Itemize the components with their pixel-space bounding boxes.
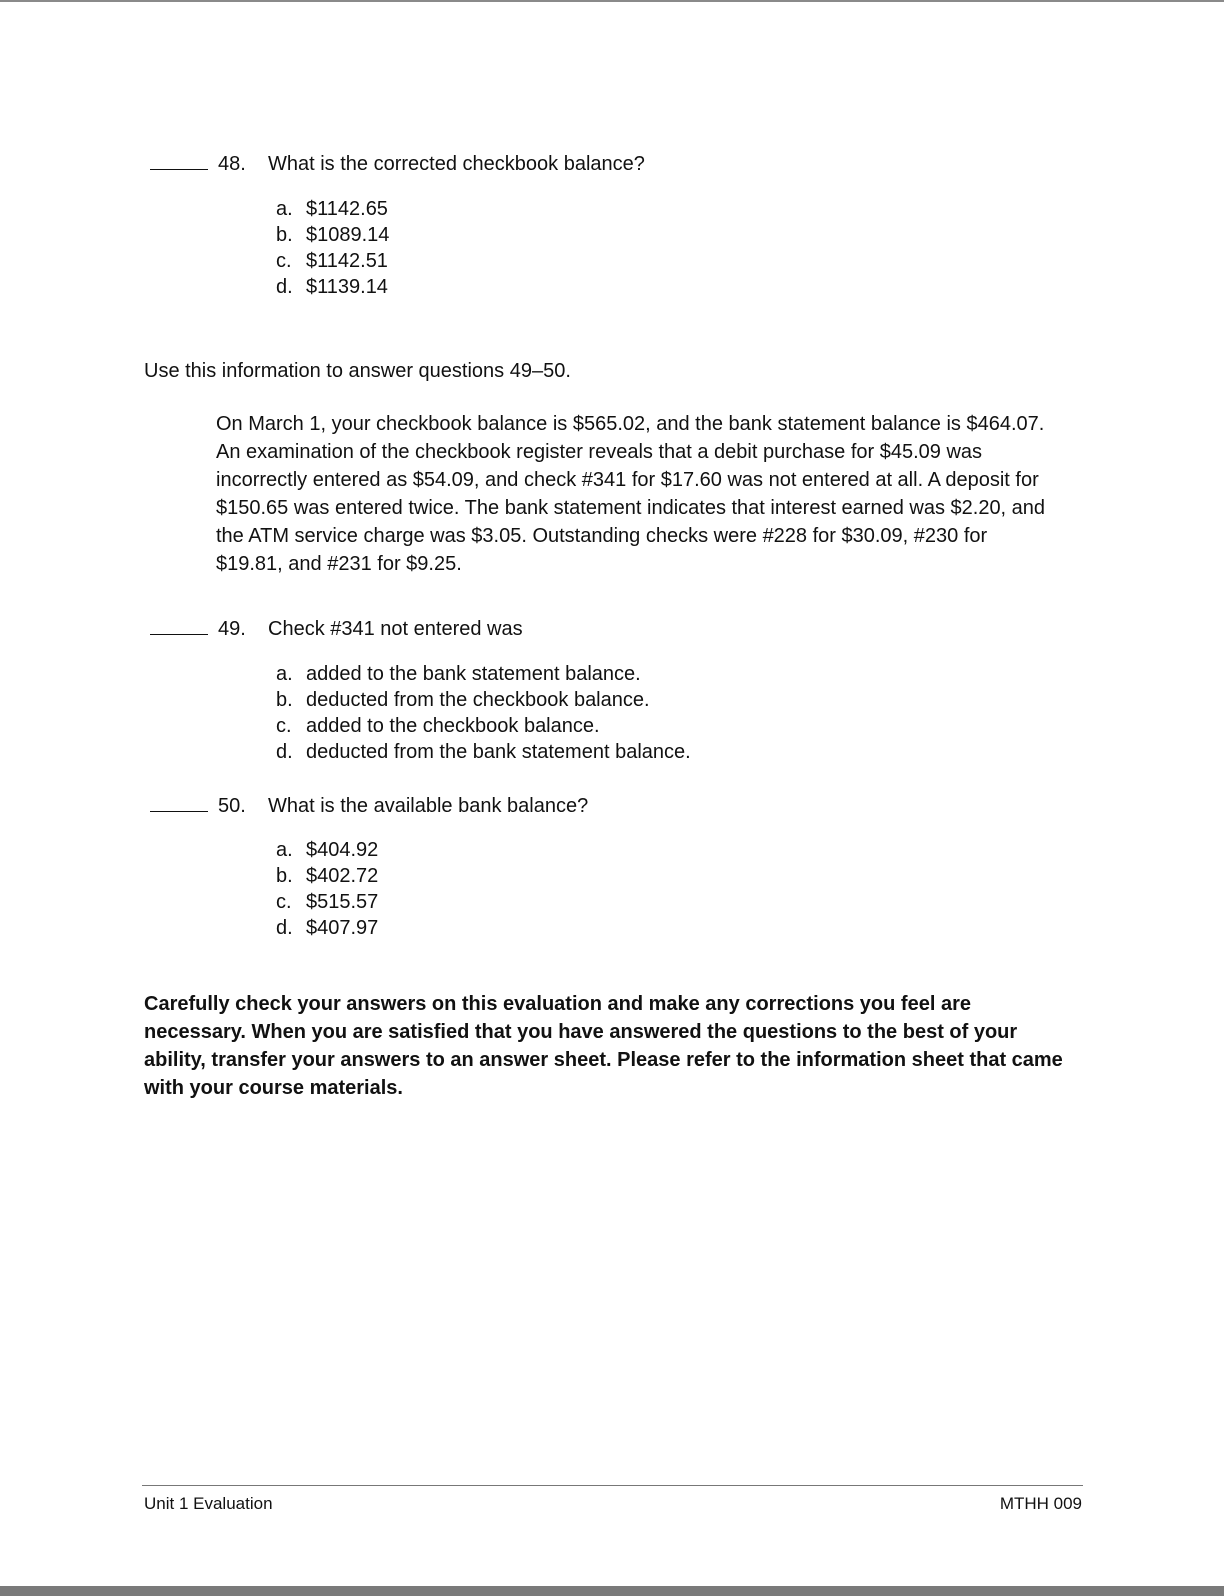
- options-50: [276, 837, 378, 941]
- question-text: Check #341 not entered was: [268, 618, 523, 640]
- question-50: [150, 794, 588, 818]
- option-text: $1089.14: [306, 224, 390, 246]
- option-text: added to the bank statement balance.: [306, 663, 641, 685]
- options-49: [276, 661, 691, 765]
- option-letter: b.: [276, 224, 293, 246]
- option-letter: a.: [276, 839, 293, 861]
- instructions-intro: Use this information to answer questions 49–50.: [144, 360, 571, 382]
- option-b: [276, 863, 378, 889]
- option-letter: a.: [276, 663, 293, 685]
- option-text: added to the checkbook balance.: [306, 715, 600, 737]
- question-number: 48.: [218, 153, 246, 175]
- question-49: [150, 617, 523, 641]
- option-letter: d.: [276, 917, 293, 939]
- option-a: [276, 837, 378, 863]
- option-text: deducted from the checkbook balance.: [306, 689, 650, 711]
- option-text: deducted from the bank statement balance.: [306, 741, 691, 763]
- answer-blank-49[interactable]: [150, 620, 208, 635]
- option-text: $404.92: [306, 839, 379, 861]
- option-a: [276, 196, 389, 222]
- option-text: $1139.14: [306, 276, 388, 298]
- option-text: $1142.65: [306, 198, 388, 220]
- option-letter: d.: [276, 276, 293, 298]
- option-c: [276, 889, 378, 915]
- option-a: [276, 661, 691, 687]
- option-text: $407.97: [306, 917, 379, 939]
- question-number: 50.: [218, 795, 246, 817]
- option-c: [276, 713, 691, 739]
- option-letter: c.: [276, 715, 292, 737]
- option-d: [276, 915, 378, 941]
- question-48: [150, 152, 645, 176]
- footer-course-code: MTHH 009: [999, 1494, 1082, 1513]
- page-bottom-band: [0, 1586, 1224, 1596]
- option-text: $1142.51: [306, 250, 388, 272]
- option-letter: c.: [276, 891, 292, 913]
- option-b: [276, 687, 691, 713]
- option-text: $515.57: [306, 891, 379, 913]
- footer-divider: [142, 1485, 1083, 1486]
- option-c: [276, 248, 389, 274]
- option-d: [276, 274, 389, 300]
- closing-instructions: Carefully check your answers on this evaluation and make any corrections you feel are necessary. When you are satisfied that you have answered the questions to the best of your ability, transfer your answers to an answer sheet. Please refer to the information sheet that came with your course materials.: [144, 993, 1063, 1099]
- answer-blank-50[interactable]: [150, 797, 208, 812]
- question-number: 49.: [218, 618, 246, 640]
- option-text: $402.72: [306, 865, 379, 887]
- options-48: [276, 196, 389, 300]
- scenario-paragraph: On March 1, your checkbook balance is $565.02, and the bank statement balance is $464.07. An examination of the checkbook register reveals that a debit purchase for $45.09 was incorrectly entered as $54.09, and check #341 for $17.60 was not entered at all. A deposit for $150.65 was entered twice. The bank statement indicates that interest earned was $2.20, and the ATM service charge was $3.05. Outstanding checks were #228 for $30.09, #230 for $19.81, and #231 for $9.25.: [216, 413, 1046, 575]
- option-letter: b.: [276, 689, 293, 711]
- page-top-border: [0, 0, 1224, 2]
- answer-blank-48[interactable]: [150, 155, 208, 170]
- option-d: [276, 739, 691, 765]
- option-letter: d.: [276, 741, 293, 763]
- option-letter: a.: [276, 198, 293, 220]
- question-text: What is the available bank balance?: [268, 795, 589, 817]
- option-letter: b.: [276, 865, 293, 887]
- option-letter: c.: [276, 250, 292, 272]
- question-text: What is the corrected checkbook balance?: [268, 153, 645, 175]
- footer-unit-label: Unit 1 Evaluation: [144, 1494, 273, 1513]
- option-b: [276, 222, 389, 248]
